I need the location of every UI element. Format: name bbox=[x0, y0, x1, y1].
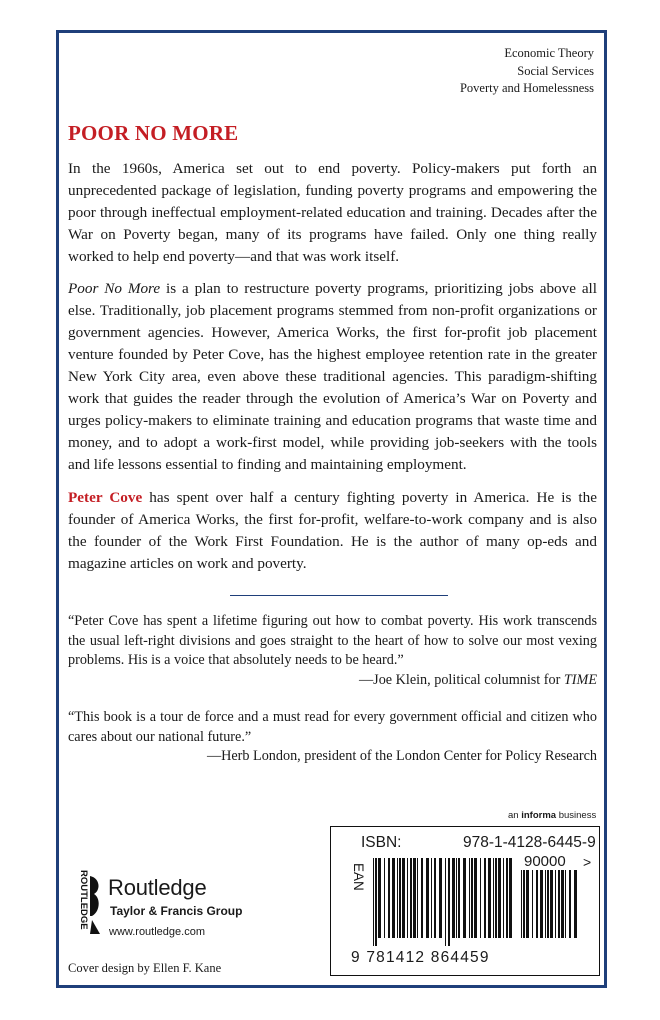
barcode-bar bbox=[434, 858, 436, 938]
quote-text: “Peter Cove has spent a lifetime figuring out how to combat poverty. His work transcends the usual left-right divisions and goes straight to the heart of how to solve our most vexing problems. His is a voice that absolutely needs to be heard.” bbox=[68, 613, 597, 668]
barcode-bar bbox=[373, 858, 374, 946]
ean-label: EAN bbox=[351, 863, 366, 891]
barcode-bar bbox=[431, 858, 432, 938]
barcode-bar bbox=[452, 858, 455, 938]
barcode-bar bbox=[392, 858, 395, 938]
barcode-bar bbox=[456, 858, 457, 938]
barcode-bar bbox=[555, 870, 556, 938]
barcode-bar bbox=[474, 858, 477, 938]
barcode-bar bbox=[498, 858, 501, 938]
barcode-bar bbox=[509, 858, 512, 938]
barcode-bar bbox=[421, 858, 423, 938]
barcode-bar bbox=[521, 870, 522, 938]
barcode-bar bbox=[410, 858, 412, 938]
informa-brand: informa bbox=[521, 810, 557, 821]
quote-attribution: —Joe Klein, political columnist for TIME bbox=[358, 671, 597, 688]
ean-digits: 9 781412 864459 bbox=[351, 949, 490, 966]
cover-credit: Cover design by Ellen F. Kane bbox=[68, 961, 222, 975]
barcode-bar bbox=[458, 858, 460, 938]
isbn-label: ISBN: bbox=[361, 834, 402, 851]
author-name: Peter Cove bbox=[68, 489, 143, 506]
barcode-bar bbox=[488, 858, 491, 938]
barcode-bar bbox=[565, 870, 566, 938]
barcode-bar bbox=[561, 870, 564, 938]
addon-barcode-bars bbox=[521, 870, 581, 946]
barcode-bar bbox=[469, 858, 470, 938]
barcode-bar bbox=[503, 858, 504, 938]
barcode-bar bbox=[526, 870, 529, 938]
author-bio-text: has spent over half a century fighting poverty in America. He is the founder of America Works, the first for-profit, welfare-to-work company and is also the founder of the Work First Foundation. He is the author of many op-eds and magazine articles on work and poverty. bbox=[68, 489, 597, 572]
barcode-bar bbox=[506, 858, 508, 938]
publisher-group: Taylor & Francis Group bbox=[110, 904, 243, 918]
endorsement-quote bbox=[68, 708, 597, 767]
book-description-paragraph bbox=[68, 278, 597, 476]
barcode-bar bbox=[388, 858, 390, 938]
barcode-bar bbox=[402, 858, 405, 938]
category-item: Social Services bbox=[517, 63, 594, 78]
barcode-bar bbox=[439, 858, 442, 938]
barcode-bar bbox=[384, 858, 385, 938]
barcode-bar bbox=[495, 858, 497, 938]
book-title-italic: Poor No More bbox=[68, 280, 161, 297]
intro-paragraph: In the 1960s, America set out to end poverty. Policy-makers put forth an unprecedented package of legislation, funding poverty programs and empowering the poor through ineffectual employment-related education and training. Decades after the War on Poverty began, many of its programs have failed. Only one thing really worked to help end poverty—and that was work itself. bbox=[68, 160, 597, 265]
barcode-bar bbox=[448, 858, 450, 946]
barcode-bar bbox=[550, 870, 553, 938]
quote-attribution: —Herb London, president of the London Center for Policy Research bbox=[206, 748, 597, 764]
publisher-url[interactable]: www.routledge.com bbox=[109, 926, 205, 938]
ean-barcode-bars bbox=[373, 858, 513, 946]
barcode-bar bbox=[407, 858, 408, 938]
barcode-bar bbox=[484, 858, 486, 938]
quote-text: “This book is a tour de force and a must read for every government official and citizen who cares about our national future.” bbox=[68, 709, 597, 745]
barcode-bar bbox=[417, 858, 418, 938]
section-divider bbox=[230, 595, 448, 596]
publication-name: TIME bbox=[563, 671, 597, 688]
routledge-logo-icon bbox=[70, 868, 102, 936]
isbn-number: 978-1-4128-6445-9 bbox=[463, 834, 596, 851]
barcode-bar bbox=[445, 858, 446, 946]
barcode-bar bbox=[558, 870, 560, 938]
endorsement-quote bbox=[68, 612, 597, 690]
informa-mark: an informa business bbox=[508, 810, 597, 821]
book-title: POOR NO MORE bbox=[68, 121, 239, 145]
category-item: Economic Theory bbox=[504, 46, 594, 60]
barcode-bar bbox=[480, 858, 481, 938]
book-description-text: is a plan to restructure poverty programs, prioritizing jobs above all else. Traditionally, job placement programs stemmed from non-profit organizations or government agencies. However, America Works, the first for-profit job placement venture founded by Peter Cove, has the highest employee retention rate in the greater New York City area, even above these traditional agencies. This paradigm-shifting work that guides the reader through the evolution of America’s War on Poverty and urges policy-makers to eliminate training and education programs that waste time and money, and to adopt a work-first model, while providing job-seekers with the tools and life lessons essential to finding and maintaining employment. bbox=[68, 280, 598, 473]
barcode-bar bbox=[574, 870, 577, 938]
barcode-bar bbox=[426, 858, 429, 938]
barcode-bar bbox=[493, 858, 494, 938]
barcode-bar bbox=[397, 858, 398, 938]
barcode-bar bbox=[536, 870, 538, 938]
barcode-bar bbox=[540, 870, 543, 938]
routledge-logo-text: ROUTLEDGE bbox=[78, 870, 89, 930]
category-item: Poverty and Homelessness bbox=[459, 81, 594, 95]
barcode-bar bbox=[545, 870, 546, 938]
barcode-bar bbox=[471, 858, 473, 938]
barcode-bar bbox=[375, 858, 377, 946]
isbn-barcode bbox=[330, 826, 600, 976]
barcode-bar bbox=[523, 870, 525, 938]
barcode-bar bbox=[378, 858, 381, 938]
barcode-bar bbox=[413, 858, 416, 938]
barcode-bar bbox=[569, 870, 571, 938]
barcode-bar bbox=[399, 858, 401, 938]
author-bio-paragraph bbox=[68, 487, 597, 575]
barcode-bar bbox=[463, 858, 466, 938]
publisher-name: Routledge bbox=[108, 875, 207, 900]
addon-code: 90000 bbox=[524, 853, 566, 870]
barcode-bar bbox=[547, 870, 549, 938]
category-list bbox=[460, 45, 594, 98]
barcode-bar bbox=[532, 870, 533, 938]
addon-marker: > bbox=[583, 854, 592, 870]
